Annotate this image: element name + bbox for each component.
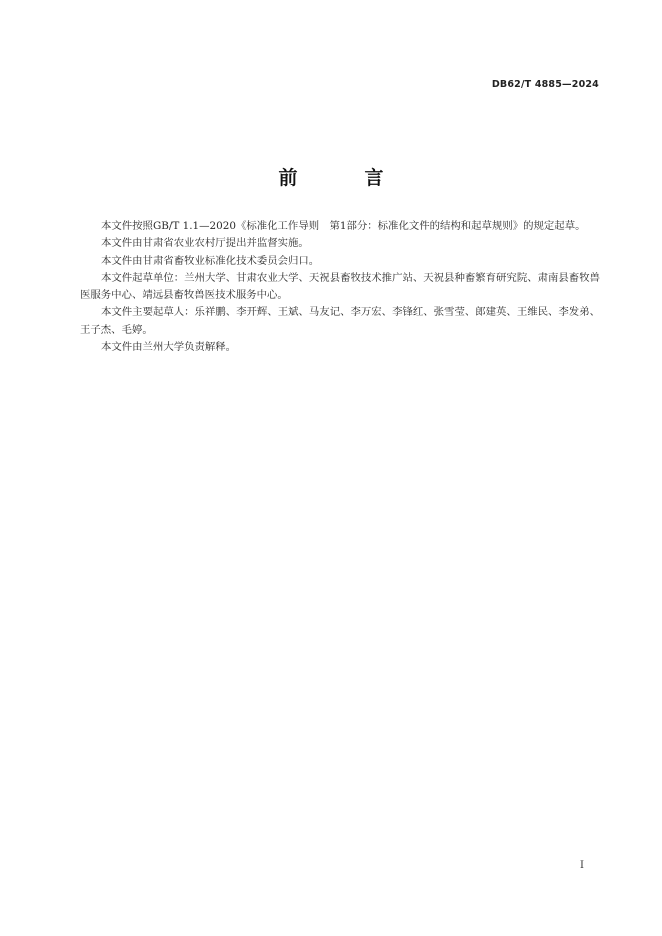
paragraph-interpretation: 本文件由兰州大学负责解释。 — [101, 341, 237, 354]
paragraph-main-drafters: 本文件主要起草人：乐祥鹏、李开辉、王斌、马友记、李万宏、李锋红、张雪莹、郎建英、王维民、李发弟、王子杰、毛婷。 — [80, 306, 600, 336]
foreword-body — [80, 218, 600, 356]
page-number: I — [580, 860, 584, 871]
paragraph-drafting-units: 本文件起草单位：兰州大学、甘肃农业大学、天祝县畜牧技术推广站、天祝县种畜繁育研究院、肃南县畜牧兽医服务中心、靖远县畜牧兽医技术服务中心。 — [80, 271, 600, 302]
paragraph-drafting-basis: 本文件按照GB/T 1.1—2020《标准化工作导则 第1部分：标准化文件的结构和起草规则》的规定起草。 — [101, 220, 586, 232]
paragraph-centralized-unit: 本文件由甘肃省畜牧业标准化技术委员会归口。 — [101, 254, 320, 267]
paragraph-proposer: 本文件由甘肃省农业农村厅提出并监督实施。 — [101, 237, 309, 250]
document-code: DB62/T 4885—2024 — [491, 79, 599, 90]
page-title: 前 言 — [278, 167, 408, 189]
